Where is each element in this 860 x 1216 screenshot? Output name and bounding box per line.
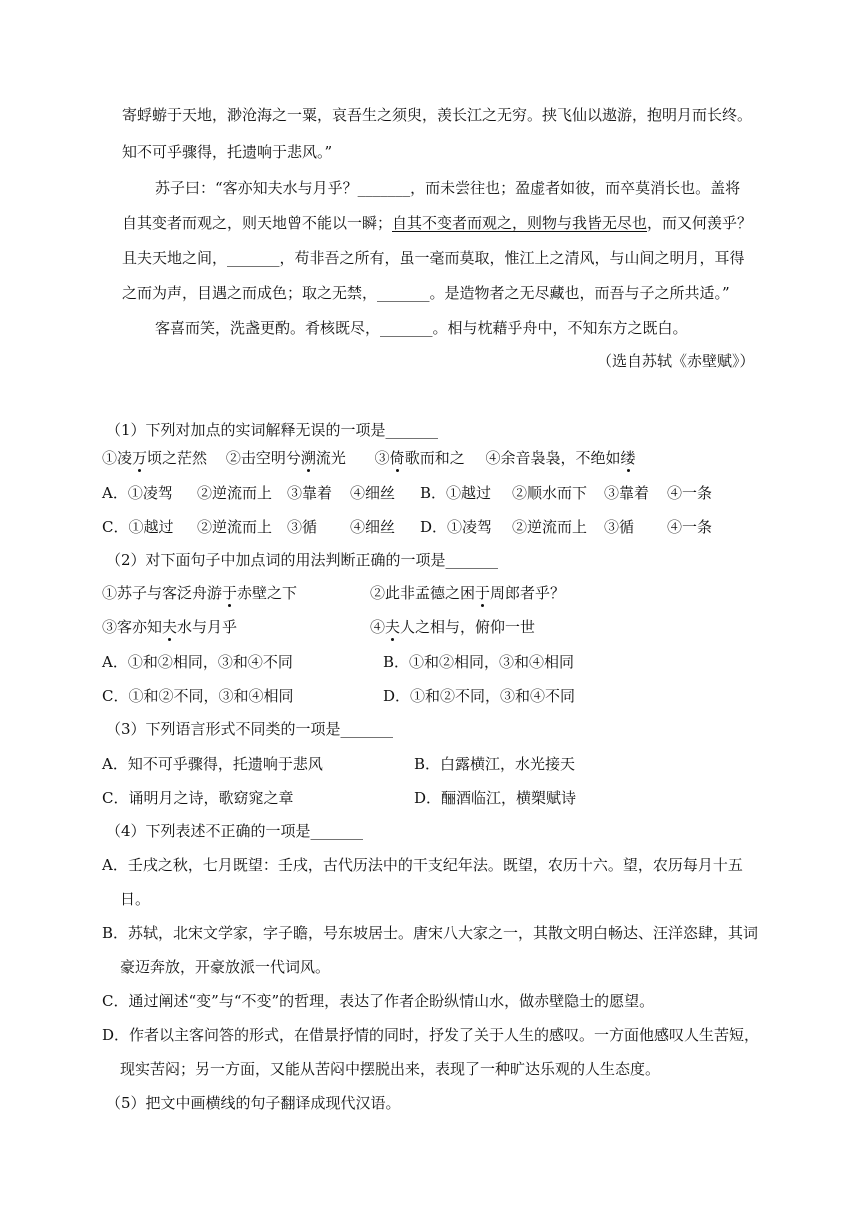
dotted-word: 倚 <box>389 449 405 467</box>
option-b: B．白露横江，水光接天 <box>414 755 576 773</box>
underlined-sentence: 自其不变者而观之，则物与我皆无尽也 <box>392 214 648 232</box>
dotted-word: 缕 <box>620 449 636 467</box>
sentence-1: ①苏子与客泛舟游于赤壁之下 <box>102 584 298 602</box>
option-a: A．知不可乎骤得，托遗响于悲风 <box>102 755 323 773</box>
passage-line <box>122 213 752 233</box>
passage-line: 苏子曰：“客亦知夫水与月乎？_______，而未尝往也；盈虚者如彼，而卒莫消长也。盖将 <box>155 179 741 197</box>
option-d: D．酾酒临江，横槊赋诗 <box>414 789 577 807</box>
dotted-word: 夫 <box>162 618 178 636</box>
dotted-word: 万 <box>132 449 148 467</box>
question-stem: （5）把文中画横线的句子翻译成现代汉语。 <box>106 1094 401 1112</box>
sentence-2: ②此非孟德之困于周郎者乎？ <box>370 584 566 602</box>
option-d-cont: 现实苦闷；另一方面，又能从苦闷中摆脱出来，表现了一种旷达乐观的人生态度。 <box>120 1060 661 1078</box>
passage-text: ，而又何羡乎？ <box>647 214 753 232</box>
dotted-word: 夫 <box>385 618 401 636</box>
option-c: C．通过阐述“变”与“不变”的哲理，表达了作者企盼纵情山水，做赤壁隐士的愿望。 <box>102 992 655 1010</box>
question-items: ①凌万顷之茫然 ②击空明兮溯流光 ③倚歌而和之 ④余音袅袅，不绝如缕 <box>102 449 636 467</box>
dotted-word: 于 <box>475 584 491 602</box>
option-b: B．苏轼，北宋文学家，字子瞻，号东坡居士。唐宋八大家之一，其散文明白畅达、汪洋恣肆，其词 <box>102 924 759 942</box>
option-b-cont: 豪迈奔放，开豪放派一代词风。 <box>120 958 331 976</box>
dotted-word: 于 <box>222 584 238 602</box>
question-stem: （3）下列语言形式不同类的一项是_______ <box>106 720 394 738</box>
option-c: C．诵明月之诗，歌窈窕之章 <box>102 789 294 807</box>
passage-line: 知不可乎骤得，托遗响于悲风。” <box>122 143 333 161</box>
sentence-4: ④夫人之相与，俯仰一世 <box>370 618 536 636</box>
source-citation: （选自苏轼《赤壁赋》） <box>597 352 755 370</box>
passage-line: 且夫天地之间，_______，苟非吾之所有，虽一毫而莫取，惟江上之清风，与山间之明月，耳得 <box>122 249 745 267</box>
passage-line: 寄蜉蝣于天地，渺沧海之一粟，哀吾生之须臾，羡长江之无穷。挟飞仙以遨游，抱明月而长终。 <box>122 106 753 124</box>
passage-line: 之而为声，目遇之而成色；取之无禁，_______。是造物者之无尽藏也，而吾与子之所共适。” <box>122 284 730 302</box>
option-a: A．壬戌之秋，七月既望：壬戌，古代历法中的干支纪年法。既望，农历十六。望，农历每月十五 <box>102 856 743 874</box>
option-a: A．①和②相同，③和④不同 <box>102 653 293 671</box>
passage-line: 客喜而笑，洗盏更酌。肴核既尽，_______。相与枕藉乎舟中，不知东方之既白。 <box>155 319 688 337</box>
option-d: D．①和②不同，③和④不同 <box>383 687 576 705</box>
option-d: D．作者以主客问答的形式，在借景抒情的同时，抒发了关于人生的感叹。一方面他感叹人生苦短， <box>102 1026 760 1044</box>
option-a-cont: 日。 <box>120 890 151 908</box>
option-c: C．①和②不同，③和④相同 <box>102 687 294 705</box>
question-stem: （2）对下面句子中加点词的用法判断正确的一项是_______ <box>106 551 499 569</box>
question-stem: （1）下列对加点的实词解释无误的一项是_______ <box>106 421 439 439</box>
sentence-3: ③客亦知夫水与月乎 <box>102 618 238 636</box>
question-stem: （4）下列表述不正确的一项是_______ <box>106 822 364 840</box>
dotted-word: 溯 <box>300 449 316 467</box>
passage-text: 自其变者而观之，则天地曾不能以一瞬； <box>122 214 393 232</box>
option-b: B．①和②相同，③和④相同 <box>383 653 575 671</box>
